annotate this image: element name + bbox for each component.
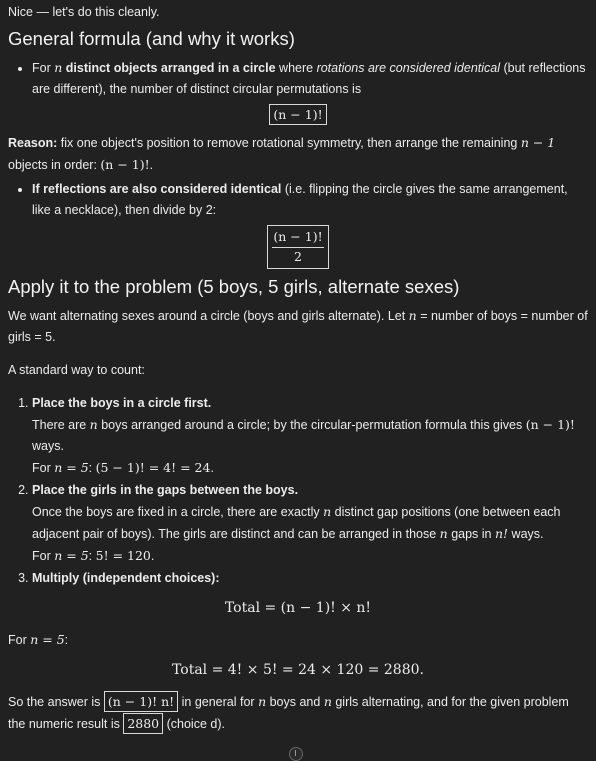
bullet-rotations: • For n distinct objects arranged in a circle where rotations are considered identical (but reflections are different), the number of distinct circular permutations is bbox=[32, 57, 588, 100]
total-formula: Total = (n − 1)! × n! bbox=[224, 600, 372, 616]
steps-list bbox=[8, 393, 588, 589]
standard-text: A standard way to count: bbox=[8, 363, 145, 377]
answer-paragraph: So the answer is (n − 1)! n! in general for n boys and n girls alternating, and for the given problem the numeric result is 2880 (choice d). bbox=[8, 691, 588, 735]
answer-numeric-box: 2880 bbox=[123, 713, 163, 734]
bullet-reflections: • If reflections are also considered identical (i.e. flipping the circle gives the same arrangement, like a necklace), then divide by 2: bbox=[32, 179, 588, 221]
want-paragraph: We want alternating sexes around a circle (boys and girls alternate). Let n = number of boys = number of girls = 5. bbox=[8, 308, 588, 344]
formula-circular: (n − 1)! bbox=[8, 104, 588, 126]
for-n5: For n = 5: bbox=[8, 632, 69, 647]
step-multiply: 3. Multiply (independent choices): bbox=[32, 568, 588, 589]
heading-general-formula: General formula (and why it works) bbox=[8, 28, 295, 49]
general-list bbox=[8, 57, 588, 100]
step-girls: 2. Place the girls in the gaps between the boys. Once the boys are fixed in a circle, there are exactly n distinct gap positions (one between each adjacent pair of boys). The girls are distinct and can be arranged in those n gaps in n! ways. For n = 5: 5! = 120. bbox=[32, 480, 588, 567]
intro-text: Nice — let's do this cleanly. bbox=[8, 5, 160, 19]
answer-general-box: (n − 1)! n! bbox=[104, 691, 178, 712]
heading-apply: Apply it to the problem (5 boys, 5 girls, alternate sexes) bbox=[8, 276, 460, 297]
reflection-list bbox=[8, 179, 588, 221]
chat-response bbox=[0, 2, 596, 755]
total-calculation: Total = 4! × 5! = 24 × 120 = 2880. bbox=[172, 662, 424, 678]
fraction-box: $\frac{(n - 1)!}{2}$ bbox=[267, 225, 328, 269]
step-boys: 1. Place the boys in a circle first. There are n boys arranged around a circle; by the circular-permutation formula this gives (n − 1)! ways. For n = 5: (5 − 1)! = 4! = 24. bbox=[32, 393, 588, 479]
reason-paragraph: Reason: fix one object's position to remove rotational symmetry, then arrange the remaining n − 1 objects in order: (n − 1)!. bbox=[8, 135, 556, 172]
scroll-down-icon[interactable] bbox=[289, 747, 303, 761]
formula-necklace bbox=[8, 225, 588, 269]
